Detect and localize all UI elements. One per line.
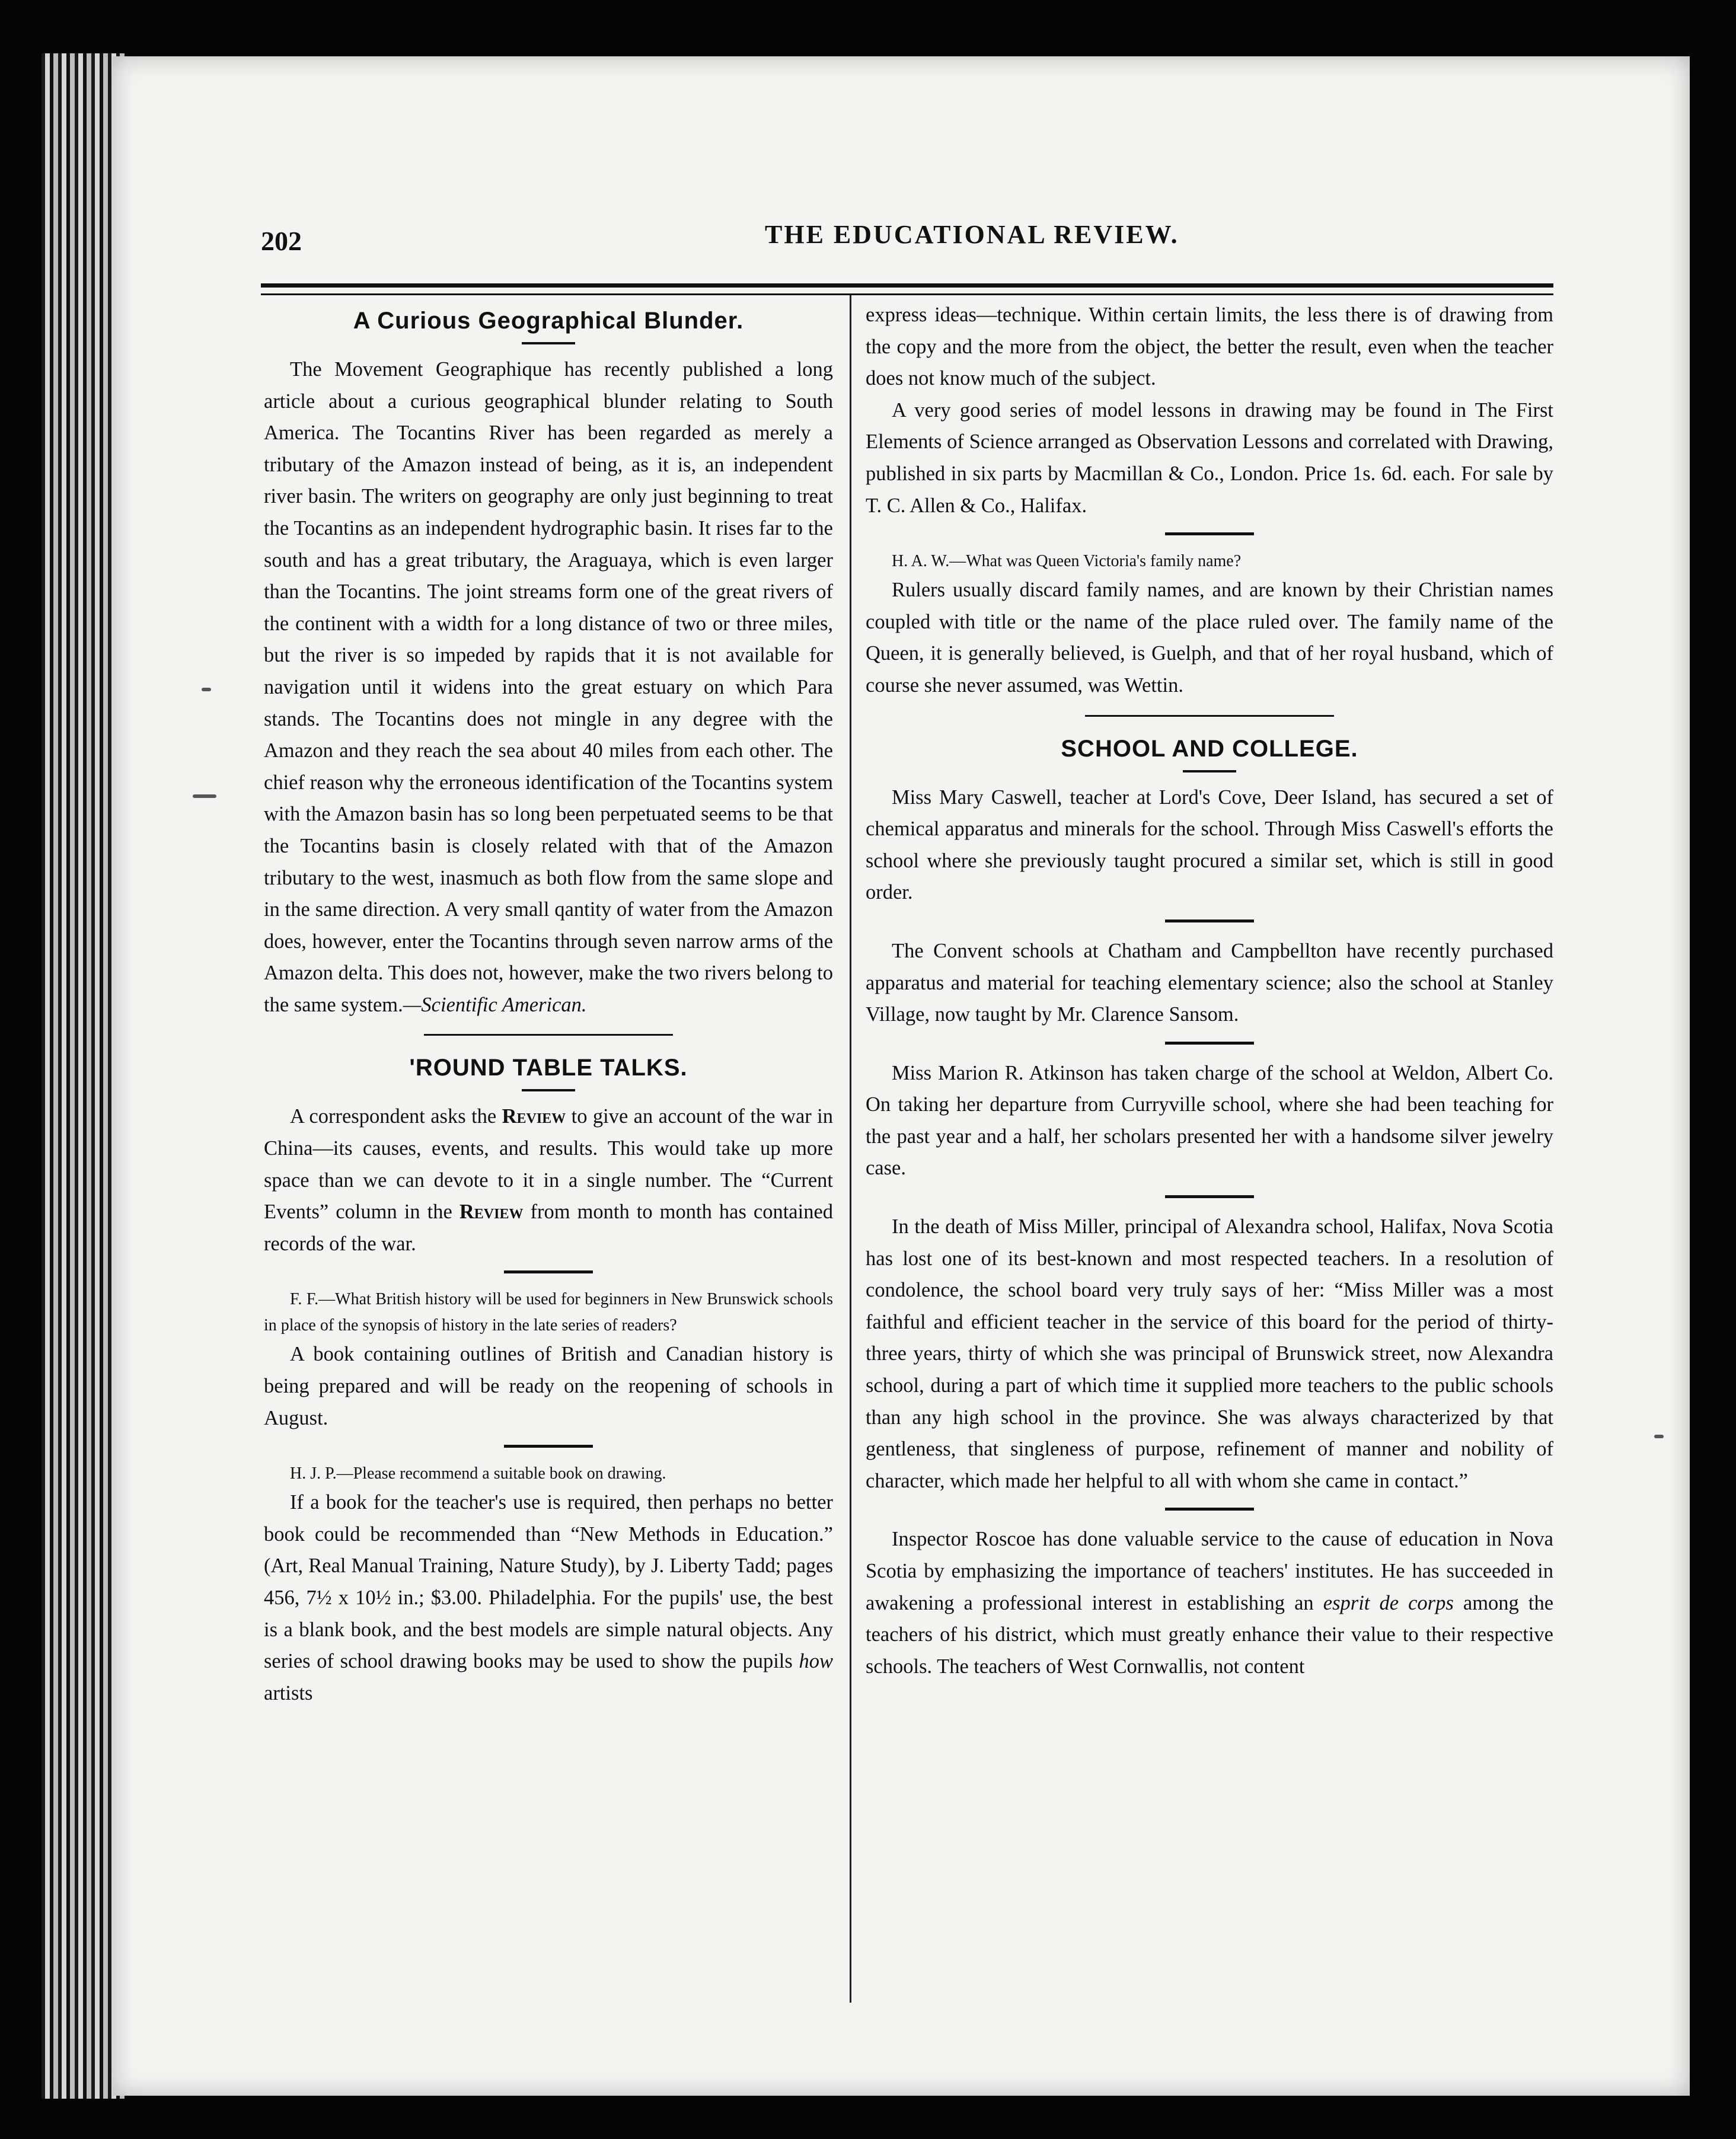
title-rule	[522, 1089, 575, 1091]
news-item-caswell: Miss Mary Caswell, teacher at Lord's Cove, Deer Island, has secured a set of chemical apparatus and minerals for the school. Through Miss Caswell's efforts the school where she previously taught procured a similar set, which is still in good order.	[866, 786, 1553, 904]
review-name: Review	[459, 1201, 524, 1224]
page-number: 202	[261, 226, 302, 256]
round-table-intro	[264, 1101, 833, 1260]
running-title: THE EDUCATIONAL REVIEW.	[765, 220, 1179, 249]
header-double-rule	[261, 283, 1553, 295]
answer-haw: Rulers usually discard family names, and are known by their Christian names coupled with title or the name of the place ruled over. The family name of the Queen, it is generally believed, is Guelph, and that of her royal husband, which of course she never assumed, was Wettin.	[866, 579, 1553, 697]
question-rule	[504, 1445, 593, 1448]
item-rule	[1165, 1042, 1254, 1045]
section-title-round-table: 'ROUND TABLE TALKS.	[409, 1055, 688, 1081]
answer-hjp-continued: express ideas—technique. Within certain limits, the less there is of drawing from the copy and the more from the object, the better the result, even when the teacher does not know much of the subject.	[866, 304, 1553, 390]
page-header	[261, 220, 1518, 273]
news-text: Inspector Roscoe has done valuable service to the cause of education in Nova Scotia by emphasizing the importance of teachers' institutes. He has succeeded in awakening a professional interest in establishing an	[866, 1528, 1553, 1614]
news-item-atkinson: Miss Marion R. Atkinson has taken charge of the school at Weldon, Albert Co. On taking her departure from Curryville school, where she had been teaching for the past year and a half, her scholars presented her with a handsome silver jewelry case.	[866, 1061, 1553, 1180]
review-name: Review	[502, 1105, 566, 1128]
question-haw: H. A. W.—What was Queen Victoria's family name?	[892, 552, 1242, 571]
intro-text: A correspondent asks the	[290, 1105, 497, 1128]
answer-text: If a book for the teacher's use is required, then perhaps no better book could be recommended than “New Methods in Education.” (Art, Real Manual Training, Nature Study), by J. Liberty Tadd; pages 456, 7½ x 10½ in.; $3.00. Philadelphia. For the pupils' use, the best is a blank book, and the best models are simple natural objects. Any series of school drawing books may be used to show the pupils	[264, 1491, 833, 1673]
answer-hjp	[264, 1487, 833, 1709]
question-ff: F. F.—What British history will be used for beginners in New Brunswick schools in place of the synopsis of history in the late series of readers?	[264, 1290, 833, 1335]
intro-text: from month to month has contained records of the war.	[264, 1201, 834, 1255]
article-text: The Movement Geographique has recently published a long article about a curious geographical blunder relating to South America. The Tocantins River has been regarded as merely a tributary of the Amazon instead of being, as it is, an independent river basin. The writers on geography are only just beginning to treat the Tocantins as an independent hydrographic basin. It rises far to the south and has a great tributary, the Araguaya, which is even larger than the Tocantins. The joint streams form one of the great rivers of the continent with a width for a long distance of two or three miles, but the river is so impeded by rapids that it is not available for navigation until it widens into the great estuary on which Para stands. The Tocantins does not mingle in any degree with the Amazon and they reach the sea about 40 miles from each other. The chief reason why the erroneous identification of the Tocantins system with the Amazon basin has so long been perpetuated seems to be that the Tocantins basin is closely related with that of the Amazon tributary to the west, inasmuch as both flow from the same slope and in the same direction. A very small qantity of water from the Amazon does, however, enter the Tocantins through seven narrow arms of the Amazon delta. This does not, however, make the two rivers belong to the same system.	[264, 358, 833, 1016]
section-title-school-college: SCHOOL AND COLLEGE.	[1061, 735, 1358, 762]
news-item-convent: The Convent schools at Chatham and Campbellton have recently purchased apparatus and material for teaching elementary science; also the school at Stanley Village, now taught by Mr. Clarence Sansom.	[866, 939, 1553, 1026]
answer-text: artists	[264, 1681, 313, 1704]
news-item-miller: In the death of Miss Miller, principal of Alexandra school, Halifax, Nova Scotia has lost one of its best-known and most respected teachers. In a resolution of condolence, the school board very truly says of her: “Miss Miller was a most faithful and efficient teacher in the service of this board for the period of thirty-three years, thirty of which she was principal of Brunswick street, now Alexandra school, during a part of which time it supplied more teachers to the public schools than any high school in the province. She was always characterized by that gentleness, that singleness of purpose, refinement of manner and nobility of character, which made her helpful to all with whom she came in contact.”	[866, 1215, 1553, 1492]
margin-mark	[202, 688, 211, 691]
news-item-roscoe	[866, 1524, 1553, 1683]
item-rule	[1165, 1195, 1254, 1198]
article-body-geographical-blunder	[264, 354, 833, 1021]
margin-mark	[1654, 1435, 1664, 1438]
question-rule	[504, 1270, 593, 1273]
article-attribution: —Scientific American.	[403, 993, 587, 1016]
emphasis-esprit: esprit de corps	[1323, 1591, 1454, 1614]
article-title-geographical-blunder: A Curious Geographical Blunder.	[353, 308, 744, 334]
emphasis-how: how	[799, 1650, 834, 1673]
drawing-series-note: A very good series of model lessons in drawing may be found in The First Elements of Science arranged as Observation Lessons and correlated with Drawing, published in six parts by Macmillan & Co., London. Price 1s. 6d. each. For sale by T. C. Allen & Co., Halifax.	[866, 398, 1553, 517]
item-rule	[1165, 920, 1254, 922]
margin-mark	[193, 794, 216, 798]
right-column	[866, 299, 1553, 1683]
question-hjp: H. J. P.—Please recommend a suitable book on drawing.	[290, 1464, 666, 1483]
item-rule	[1165, 1508, 1254, 1511]
book-page-edges	[42, 53, 125, 2099]
section-rule	[1085, 715, 1334, 717]
title-rule	[1183, 770, 1236, 772]
question-rule	[1165, 532, 1254, 535]
column-divider	[850, 295, 851, 2003]
news-text: among the teachers of his district, which must greatly enhance their value to their respective schools. The teachers of West Cornwallis, not content	[866, 1591, 1554, 1678]
title-rule	[522, 342, 575, 344]
answer-ff: A book containing outlines of British and Canadian history is being prepared and will be ready on the reopening of schools in August.	[264, 1343, 833, 1429]
left-column	[264, 299, 833, 1709]
intro-text: to give an account of the war in China—its causes, events, and results. This would take up more space than we can devote to it in a single number. The “Current Events” column in the	[264, 1105, 833, 1224]
section-rule	[424, 1034, 673, 1036]
